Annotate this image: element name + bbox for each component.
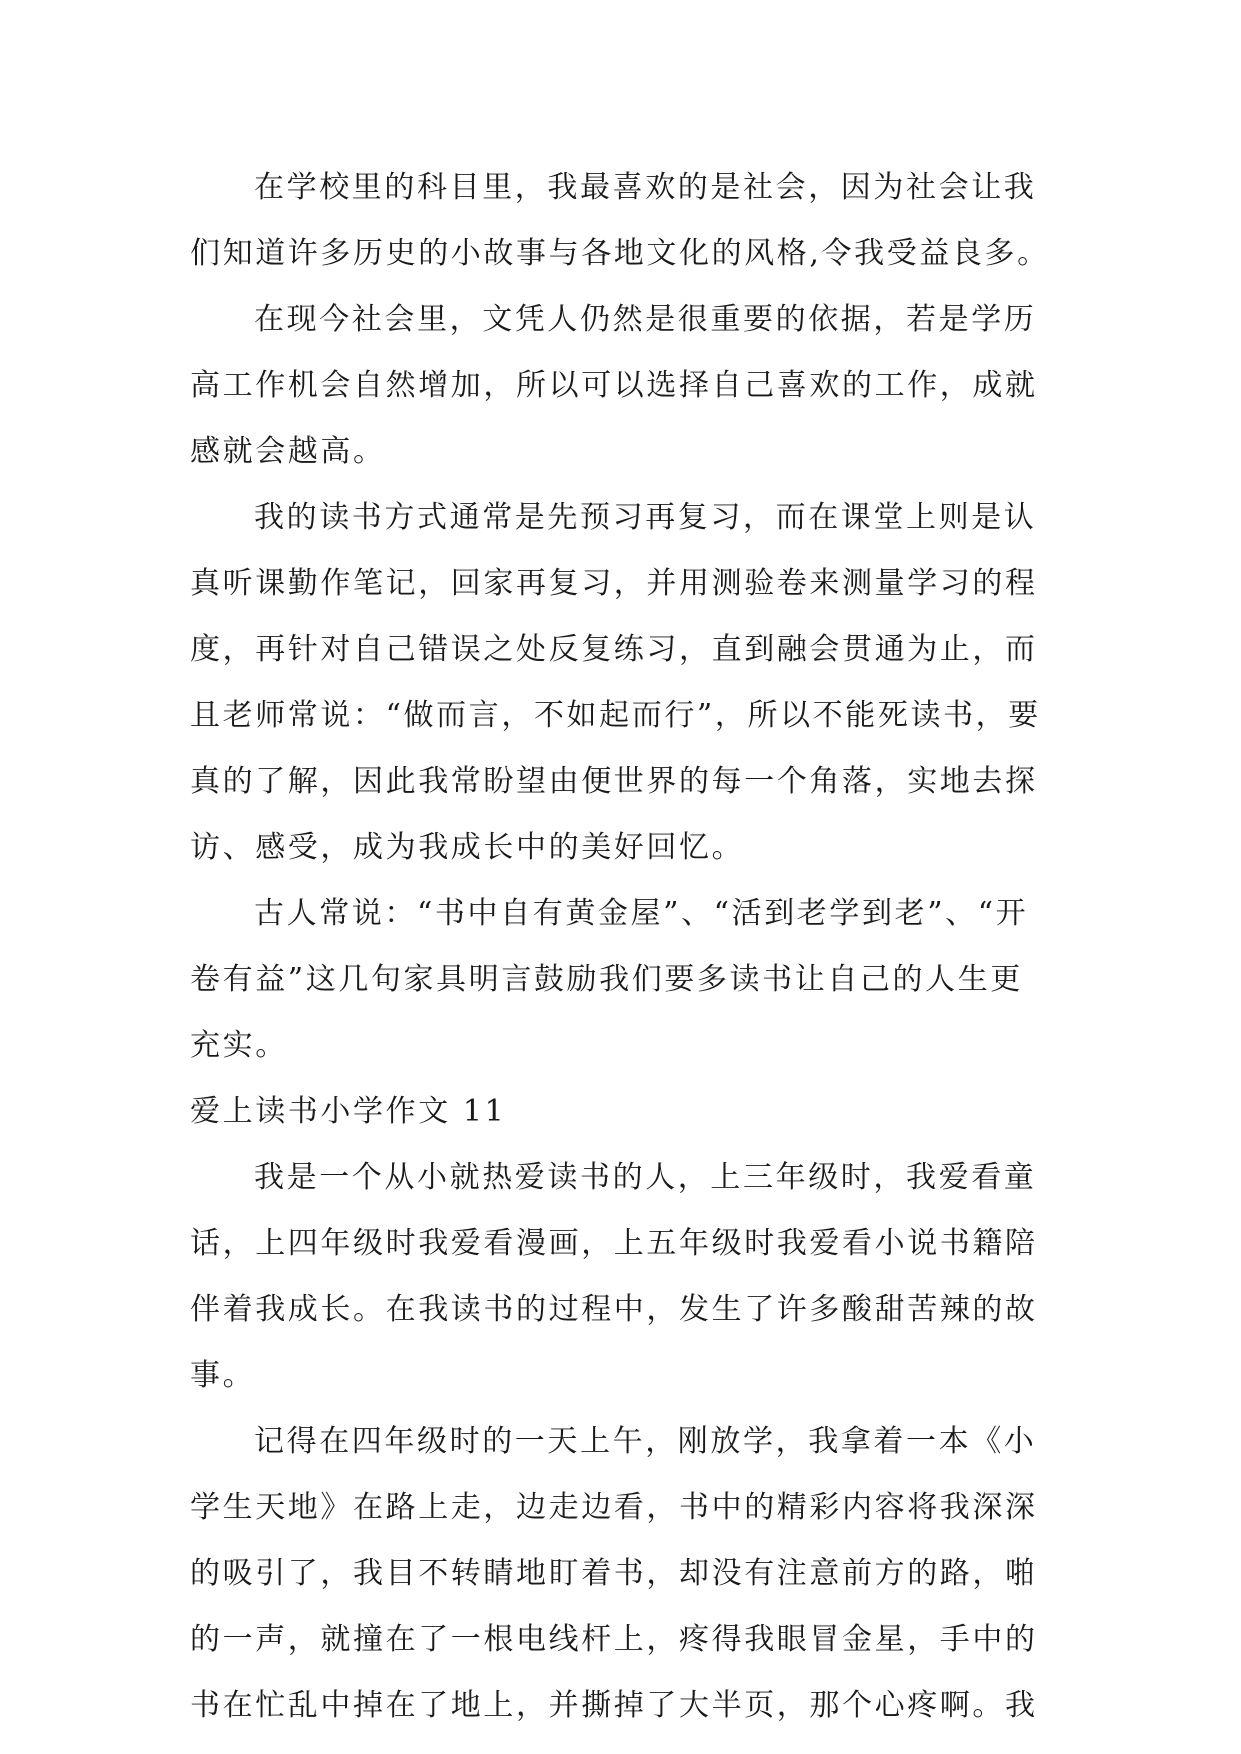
text-line: 学生天地》在路上走，边走边看，书中的精彩内容将我深深: [190, 1490, 1038, 1525]
text-line: 伴着我成长。在我读书的过程中，发生了许多酸甜苦辣的故: [190, 1292, 1038, 1327]
text-line: 话，上四年级时我爱看漫画，上五年级时我爱看小说书籍陪: [190, 1226, 1038, 1261]
text-line: 访、感受，成为我成长中的美好回忆。: [190, 830, 745, 865]
text-line: 爱上读书小学作文 11: [190, 1094, 507, 1129]
text-line: 卷有益”这几句家具明言鼓励我们要多读书让自己的人生更: [190, 962, 1023, 997]
text-line: 事。: [190, 1358, 256, 1393]
text-line: 充实。: [190, 1028, 288, 1063]
paragraph-first-line: 我的读书方式通常是先预习再复习，而在课堂上则是认: [254, 500, 1037, 535]
text-line: 且老师常说：“做而言，不如起而行”，所以不能死读书，要: [190, 698, 1041, 733]
text-line: 高工作机会自然增加，所以可以选择自己喜欢的工作，成就: [190, 368, 1038, 403]
text-line: 的吸引了，我目不转睛地盯着书，却没有注意前方的路，啪: [190, 1556, 1038, 1591]
text-line: 们知道许多历史的小故事与各地文化的风格,令我受益良多。: [190, 236, 1050, 271]
document-body: [190, 155, 1050, 1739]
paragraph-first-line: 在现今社会里，文凭人仍然是很重要的依据，若是学历: [254, 302, 1037, 337]
text-line: 真的了解，因此我常盼望由便世界的每一个角落，实地去探: [190, 764, 1038, 799]
text-line: 书在忙乱中掉在了地上，并撕掉了大半页，那个心疼啊。我: [190, 1688, 1038, 1723]
text-line: 真听课勤作笔记，回家再复习，并用测验卷来测量学习的程: [190, 566, 1038, 601]
text-line: 度，再针对自己错误之处反复练习，直到融会贯通为止，而: [190, 632, 1038, 667]
text-line: 感就会越高。: [190, 434, 386, 469]
paragraph-first-line: 古人常说：“书中自有黄金屋”、“活到老学到老”、“开: [254, 896, 1029, 931]
text-line: 的一声，就撞在了一根电线杆上，疼得我眼冒金星，手中的: [190, 1622, 1038, 1657]
paragraph-first-line: 在学校里的科目里，我最喜欢的是社会，因为社会让我: [254, 170, 1037, 205]
paragraph-first-line: 记得在四年级时的一天上午，刚放学，我拿着一本《小: [254, 1424, 1037, 1459]
paragraph-first-line: 我是一个从小就热爱读书的人，上三年级时，我爱看童: [254, 1160, 1037, 1195]
